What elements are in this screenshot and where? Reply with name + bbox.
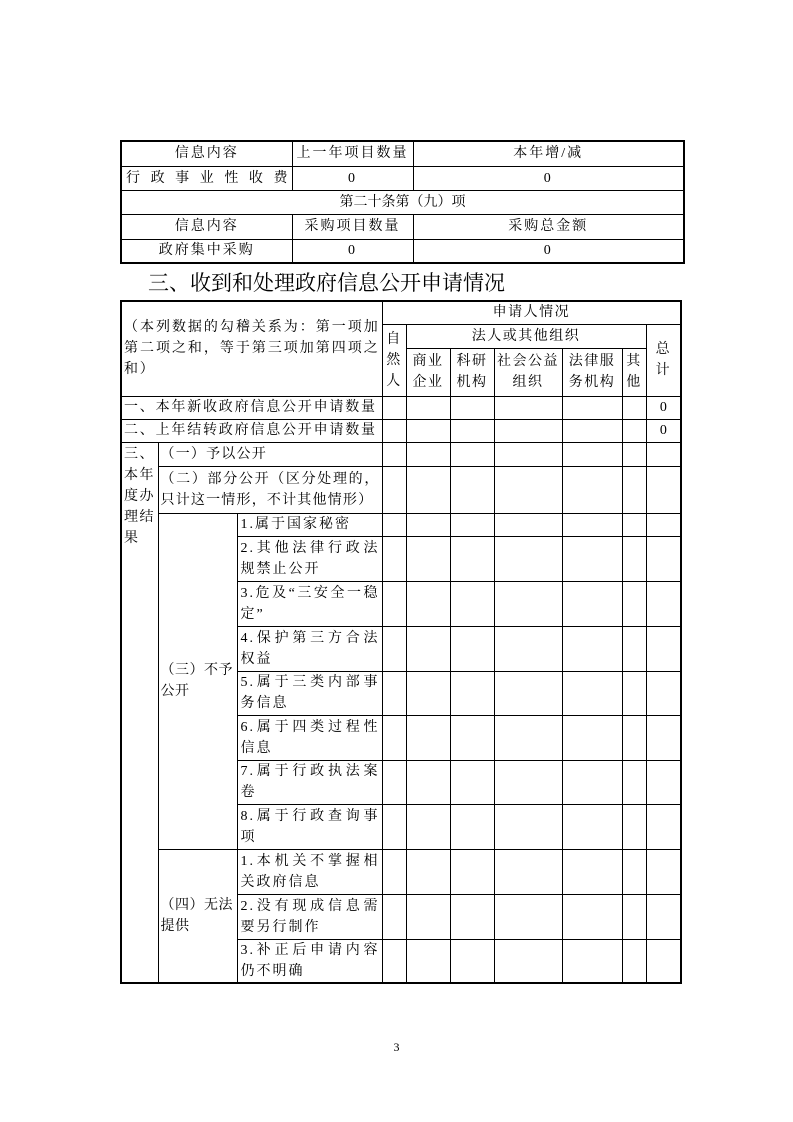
total-count-cell: 0: [646, 419, 681, 442]
natural-person-count-cell: [382, 894, 406, 939]
total-header: 总计: [646, 324, 681, 396]
carried-over-label: 二、上年结转政府信息公开申请数量: [121, 419, 382, 442]
research-institution-count-cell: [450, 626, 494, 671]
not-disclosed-item-label: 8.属于行政查询事项: [237, 804, 382, 849]
unable-to-provide-item-label: 1.本机关不掌握相关政府信息: [237, 849, 382, 894]
research-institution-header: 科研机构: [450, 348, 494, 396]
section-title: 第二十条第（九）项: [121, 190, 684, 214]
social-welfare-org-count-cell: [494, 804, 562, 849]
social-welfare-org-header: 社会公益组织: [494, 348, 562, 396]
unable-to-provide-item-label: 2.没有现成信息需要另行制作: [237, 894, 382, 939]
table-row: [121, 513, 681, 536]
natural-person-count-cell: [382, 513, 406, 536]
page-number: 3: [393, 1040, 400, 1054]
not-disclosed-item-label: 4.保护第三方合法权益: [237, 626, 382, 671]
legal-service-org-count-cell: [562, 715, 622, 760]
total-count-cell: [646, 894, 681, 939]
total-count-cell: [646, 626, 681, 671]
disclosed-label: （一）予以公开: [158, 442, 382, 466]
commercial-enterprise-count-cell: [406, 442, 450, 466]
other-org-count-cell: [622, 536, 646, 581]
commercial-enterprise-count-cell: [406, 671, 450, 715]
legal-service-org-count-cell: [562, 581, 622, 626]
research-institution-count-cell: [450, 715, 494, 760]
change-value: 0: [413, 166, 684, 190]
legal-service-org-count-cell: [562, 419, 622, 442]
natural-person-count-cell: [382, 536, 406, 581]
commercial-enterprise-count-cell: [406, 939, 450, 983]
social-welfare-org-count-cell: [494, 671, 562, 715]
legal-service-org-header: 法律服务机构: [562, 348, 622, 396]
column-header-change: 本年增/减: [413, 141, 684, 166]
legal-service-org-count-cell: [562, 849, 622, 894]
other-org-count-cell: [622, 419, 646, 442]
other-org-count-cell: [622, 804, 646, 849]
commercial-enterprise-count-cell: [406, 849, 450, 894]
commercial-enterprise-count-cell: [406, 396, 450, 419]
table-row: [121, 239, 684, 263]
column-header-info-content: 信息内容: [121, 141, 292, 166]
not-disclosed-item-label: 1.属于国家秘密: [237, 513, 382, 536]
row-label-central-procurement: 政府集中采购: [121, 239, 292, 263]
legal-service-org-count-cell: [562, 804, 622, 849]
other-org-count-cell: [622, 396, 646, 419]
natural-person-count-cell: [382, 466, 406, 513]
other-org-count-cell: [622, 760, 646, 804]
legal-service-org-count-cell: [562, 671, 622, 715]
commercial-enterprise-count-cell: [406, 760, 450, 804]
research-institution-count-cell: [450, 419, 494, 442]
processing-results-label: 三、本年度办理结果: [121, 442, 158, 983]
social-welfare-org-count-cell: [494, 849, 562, 894]
natural-person-count-cell: [382, 581, 406, 626]
applicant-situation-header: 申请人情况: [382, 301, 681, 324]
new-requests-label: 一、本年新收政府信息公开申请数量: [121, 396, 382, 419]
other-org-count-cell: [622, 513, 646, 536]
natural-person-count-cell: [382, 939, 406, 983]
column-header-purchase-amount: 采购总金额: [413, 214, 684, 239]
research-institution-count-cell: [450, 536, 494, 581]
research-institution-count-cell: [450, 939, 494, 983]
social-welfare-org-count-cell: [494, 715, 562, 760]
social-welfare-org-count-cell: [494, 939, 562, 983]
prev-year-count-value: 0: [292, 166, 413, 190]
not-disclosed-item-label: 6.属于四类过程性信息: [237, 715, 382, 760]
total-count-cell: [646, 715, 681, 760]
total-count-cell: [646, 671, 681, 715]
section-heading: 三、收到和处理政府信息公开申请情况: [148, 272, 505, 295]
commercial-enterprise-count-cell: [406, 513, 450, 536]
natural-person-count-cell: [382, 396, 406, 419]
other-org-count-cell: [622, 671, 646, 715]
natural-person-header: 自然人: [382, 324, 406, 396]
table-row: [121, 419, 681, 442]
social-welfare-org-count-cell: [494, 442, 562, 466]
research-institution-count-cell: [450, 804, 494, 849]
other-org-count-cell: [622, 894, 646, 939]
total-count-cell: [646, 804, 681, 849]
table-row: [121, 396, 681, 419]
total-count-cell: [646, 939, 681, 983]
social-welfare-org-count-cell: [494, 626, 562, 671]
social-welfare-org-count-cell: [494, 419, 562, 442]
other-org-count-cell: [622, 466, 646, 513]
natural-person-count-cell: [382, 419, 406, 442]
other-org-count-cell: [622, 715, 646, 760]
total-count-cell: [646, 466, 681, 513]
natural-person-count-cell: [382, 626, 406, 671]
unable-to-provide-label: （四）无法提供: [158, 849, 237, 983]
total-count-cell: [646, 581, 681, 626]
social-welfare-org-count-cell: [494, 894, 562, 939]
total-count-cell: [646, 442, 681, 466]
social-welfare-org-count-cell: [494, 760, 562, 804]
table-row: [121, 166, 684, 190]
column-header-info-content: 信息内容: [121, 214, 292, 239]
other-org-count-cell: [622, 939, 646, 983]
natural-person-count-cell: [382, 442, 406, 466]
other-org-count-cell: [622, 442, 646, 466]
research-institution-count-cell: [450, 442, 494, 466]
social-welfare-org-count-cell: [494, 581, 562, 626]
natural-person-count-cell: [382, 760, 406, 804]
commercial-enterprise-header: 商业企业: [406, 348, 450, 396]
table-header-row: [121, 141, 684, 166]
table-header-row: [121, 214, 684, 239]
commercial-enterprise-count-cell: [406, 894, 450, 939]
purchase-amount-value: 0: [413, 239, 684, 263]
other-org-header: 其他: [622, 348, 646, 396]
other-org-count-cell: [622, 581, 646, 626]
natural-person-count-cell: [382, 671, 406, 715]
research-institution-count-cell: [450, 671, 494, 715]
row-label-admin-fees: 行政事业性收费: [121, 166, 292, 190]
natural-person-count-cell: [382, 849, 406, 894]
legal-service-org-count-cell: [562, 939, 622, 983]
unable-to-provide-item-label: 3.补正后申请内容仍不明确: [237, 939, 382, 983]
total-count-cell: 0: [646, 396, 681, 419]
table-row: [121, 466, 681, 513]
partially-disclosed-label: （二）部分公开（区分处理的，只计这一情形，不计其他情形）: [158, 466, 382, 513]
column-header-purchase-count: 采购项目数量: [292, 214, 413, 239]
research-institution-count-cell: [450, 513, 494, 536]
social-welfare-org-count-cell: [494, 536, 562, 581]
commercial-enterprise-count-cell: [406, 804, 450, 849]
social-welfare-org-count-cell: [494, 513, 562, 536]
natural-person-count-cell: [382, 715, 406, 760]
not-disclosed-item-label: 2.其他法律行政法规禁止公开: [237, 536, 382, 581]
table-row: [121, 442, 681, 466]
commercial-enterprise-count-cell: [406, 715, 450, 760]
not-disclosed-item-label: 3.危及“三安全一稳定”: [237, 581, 382, 626]
research-institution-count-cell: [450, 466, 494, 513]
table-row: [121, 190, 684, 214]
research-institution-count-cell: [450, 894, 494, 939]
not-disclosed-item-label: 7.属于行政执法案卷: [237, 760, 382, 804]
reconciliation-note: （本列数据的勾稽关系为：第一项加第二项之和，等于第三项加第四项之和）: [121, 301, 382, 396]
total-count-cell: [646, 536, 681, 581]
commercial-enterprise-count-cell: [406, 536, 450, 581]
commercial-enterprise-count-cell: [406, 466, 450, 513]
commercial-enterprise-count-cell: [406, 626, 450, 671]
natural-person-count-cell: [382, 804, 406, 849]
research-institution-count-cell: [450, 760, 494, 804]
other-org-count-cell: [622, 626, 646, 671]
legal-person-or-org-header: 法人或其他组织: [406, 324, 646, 348]
research-institution-count-cell: [450, 396, 494, 419]
commercial-enterprise-count-cell: [406, 581, 450, 626]
legal-service-org-count-cell: [562, 760, 622, 804]
total-count-cell: [646, 849, 681, 894]
not-disclosed-label: （三）不予公开: [158, 513, 237, 849]
total-count-cell: [646, 760, 681, 804]
fee-and-procurement-table: [120, 140, 685, 264]
legal-service-org-count-cell: [562, 894, 622, 939]
legal-service-org-count-cell: [562, 626, 622, 671]
total-count-cell: [646, 513, 681, 536]
social-welfare-org-count-cell: [494, 466, 562, 513]
legal-service-org-count-cell: [562, 536, 622, 581]
disclosure-requests-table: [120, 300, 682, 984]
legal-service-org-count-cell: [562, 442, 622, 466]
purchase-count-value: 0: [292, 239, 413, 263]
table-row: [121, 849, 681, 894]
not-disclosed-item-label: 5.属于三类内部事务信息: [237, 671, 382, 715]
other-org-count-cell: [622, 849, 646, 894]
legal-service-org-count-cell: [562, 466, 622, 513]
research-institution-count-cell: [450, 849, 494, 894]
table-header-row: [121, 301, 681, 324]
research-institution-count-cell: [450, 581, 494, 626]
legal-service-org-count-cell: [562, 396, 622, 419]
legal-service-org-count-cell: [562, 513, 622, 536]
commercial-enterprise-count-cell: [406, 419, 450, 442]
social-welfare-org-count-cell: [494, 396, 562, 419]
column-header-prev-year-count: 上一年项目数量: [292, 141, 413, 166]
